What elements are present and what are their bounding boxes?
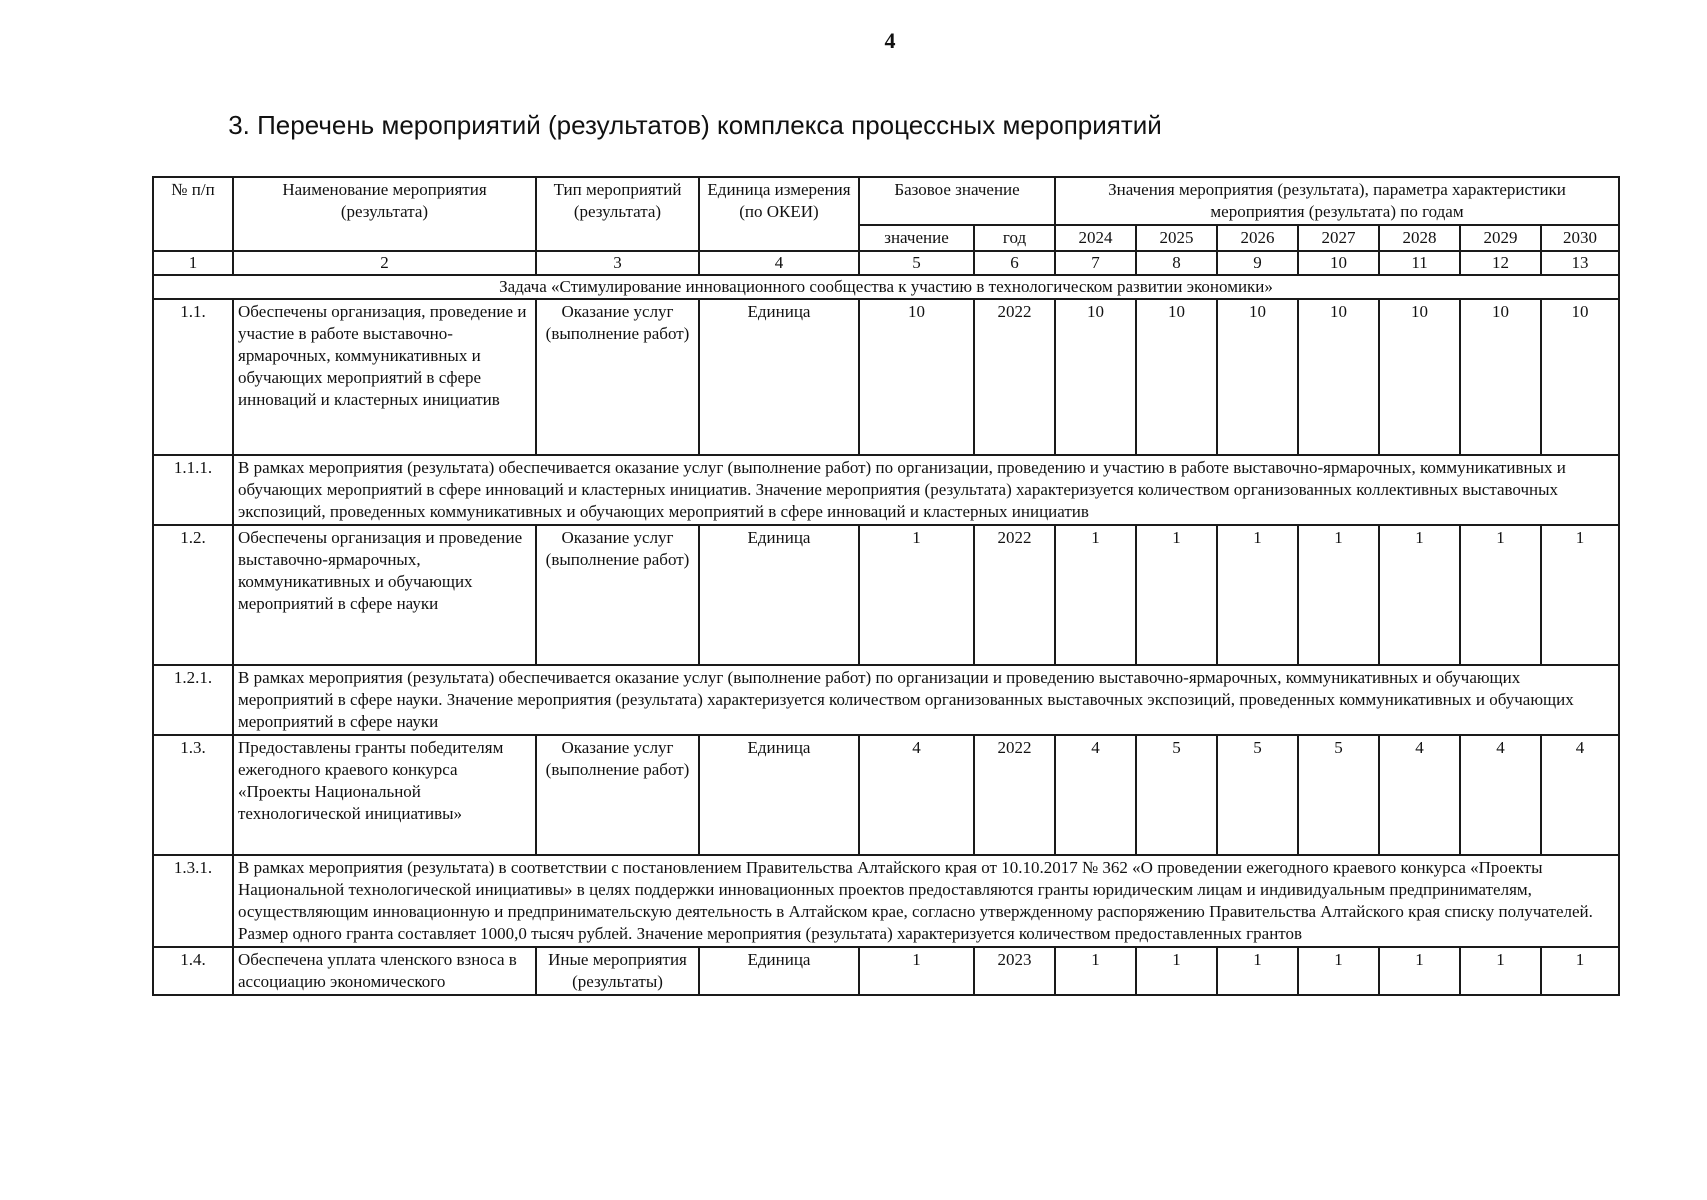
year-value: 10 [1217,299,1298,455]
year-value: 1 [1460,525,1541,665]
year-value: 1 [1136,525,1217,665]
measure-unit: Единица [699,947,859,995]
year-value: 1 [1055,525,1136,665]
year-value: 10 [1136,299,1217,455]
year-value: 10 [1460,299,1541,455]
year-value: 4 [1541,735,1619,855]
base-year: 2022 [974,299,1055,455]
year-value: 10 [1298,299,1379,455]
year-value: 1 [1298,525,1379,665]
page-number: 4 [884,28,896,53]
base-value: 1 [859,947,974,995]
base-year: 2023 [974,947,1055,995]
task-row [153,275,1619,299]
measure-description: В рамках мероприятия (результата) обеспечивается оказание услуг (выполнение работ) по организации, проведению и участию в работе выставочно-ярмарочных, коммуникативных и обучающих мероприятий в сфере инноваций и кластерных инициатив. Значение мероприятия (результата) характеризуется количеством организованных коллективных выставочных экспозиций, проведенных коммуникативных и обучающих мероприятий в сфере инноваций и кластерных инициатив [233,455,1619,525]
column-number: 3 [536,251,699,275]
header-base-value: значение [859,225,974,251]
column-number: 7 [1055,251,1136,275]
header-year: 2027 [1298,225,1379,251]
base-value: 1 [859,525,974,665]
year-value: 4 [1460,735,1541,855]
measure-name: Обеспечены организация, проведение и участие в работе выставочно-ярмарочных, коммуникативных и обучающих мероприятий в сфере инноваций и кластерных инициатив [233,299,536,455]
column-number: 11 [1379,251,1460,275]
year-value: 10 [1055,299,1136,455]
table-row [153,455,1619,525]
header-type: Тип мероприятий (результата) [536,177,699,251]
document-title: 3. Перечень мероприятий (результатов) комплекса процессных мероприятий [228,110,1162,140]
table-row [153,665,1619,735]
measure-unit: Единица [699,299,859,455]
header-year: 2030 [1541,225,1619,251]
row-number: 1.3.1. [153,855,233,947]
year-value: 1 [1136,947,1217,995]
measure-description: В рамках мероприятия (результата) обеспечивается оказание услуг (выполнение работ) по организации и проведению выставочно-ярмарочных, коммуникативных и обучающих мероприятий в сфере науки. Значение мероприятия (результата) характеризуется количеством организованных выставочных экспозиций, проведенных коммуникативных и обучающих мероприятий в сфере науки [233,665,1619,735]
year-value: 10 [1379,299,1460,455]
column-number: 12 [1460,251,1541,275]
base-value: 10 [859,299,974,455]
measure-type: Оказание услуг (выполнение работ) [536,735,699,855]
measure-type: Оказание услуг (выполнение работ) [536,525,699,665]
measure-type: Оказание услуг (выполнение работ) [536,299,699,455]
header-no: № п/п [153,177,233,251]
column-number: 5 [859,251,974,275]
column-number: 2 [233,251,536,275]
table-row [153,525,1619,665]
year-value: 1 [1217,525,1298,665]
measure-type: Иные мероприятия (результаты) [536,947,699,995]
year-value: 1 [1217,947,1298,995]
measure-name: Обеспечена уплата членского взноса в ассоциацию экономического [233,947,536,995]
year-value: 5 [1217,735,1298,855]
base-value: 4 [859,735,974,855]
year-value: 1 [1541,525,1619,665]
measure-unit: Единица [699,525,859,665]
row-number: 1.2.1. [153,665,233,735]
column-number: 8 [1136,251,1217,275]
column-number: 6 [974,251,1055,275]
year-value: 1 [1460,947,1541,995]
table-row [153,299,1619,455]
table-row [153,735,1619,855]
year-value: 1 [1541,947,1619,995]
measures-table [152,176,1620,996]
header-base-year: год [974,225,1055,251]
row-number: 1.2. [153,525,233,665]
measure-unit: Единица [699,735,859,855]
year-value: 10 [1541,299,1619,455]
year-value: 1 [1298,947,1379,995]
header-name: Наименование мероприятия (результата) [233,177,536,251]
measure-description: В рамках мероприятия (результата) в соответствии с постановлением Правительства Алтайского края от 10.10.2017 № 362 «О проведении ежегодного краевого конкурса «Проекты Национальной технологической инициативы» в целях поддержки инновационных проектов предоставляются гранты юридическим лицам и индивидуальным предпринимателям, осуществляющим инновационную и предпринимательскую деятельность в Алтайском крае, согласно утвержденному распоряжению Правительства Алтайского края списку получателей. Размер одного гранта составляет 1000,0 тысяч рублей. Значение мероприятия (результата) характеризуется количеством предоставленных грантов [233,855,1619,947]
header-year: 2029 [1460,225,1541,251]
table-row [153,855,1619,947]
year-value: 4 [1055,735,1136,855]
column-number: 10 [1298,251,1379,275]
column-number: 9 [1217,251,1298,275]
header-unit: Единица измерения (по ОКЕИ) [699,177,859,251]
row-number: 1.1. [153,299,233,455]
header-year: 2026 [1217,225,1298,251]
row-number: 1.4. [153,947,233,995]
row-number: 1.3. [153,735,233,855]
year-value: 5 [1298,735,1379,855]
column-number: 13 [1541,251,1619,275]
year-value: 1 [1379,525,1460,665]
header-year: 2024 [1055,225,1136,251]
base-year: 2022 [974,735,1055,855]
header-year: 2028 [1379,225,1460,251]
column-number: 4 [699,251,859,275]
year-value: 5 [1136,735,1217,855]
column-number: 1 [153,251,233,275]
header-values: Значения мероприятия (результата), параметра характеристики мероприятия (результата) по годам [1055,177,1619,225]
row-number: 1.1.1. [153,455,233,525]
base-year: 2022 [974,525,1055,665]
year-value: 1 [1379,947,1460,995]
column-numbers-row [153,251,1619,275]
header-base: Базовое значение [859,177,1055,225]
measure-name: Предоставлены гранты победителям ежегодного краевого конкурса «Проекты Национальной технологической инициативы» [233,735,536,855]
year-value: 1 [1055,947,1136,995]
task-heading: Задача «Стимулирование инновационного сообщества к участию в технологическом развитии экономики» [153,275,1619,299]
table-row [153,947,1619,995]
measure-name: Обеспечены организация и проведение выставочно-ярмарочных, коммуникативных и обучающих мероприятий в сфере науки [233,525,536,665]
year-value: 4 [1379,735,1460,855]
header-year: 2025 [1136,225,1217,251]
